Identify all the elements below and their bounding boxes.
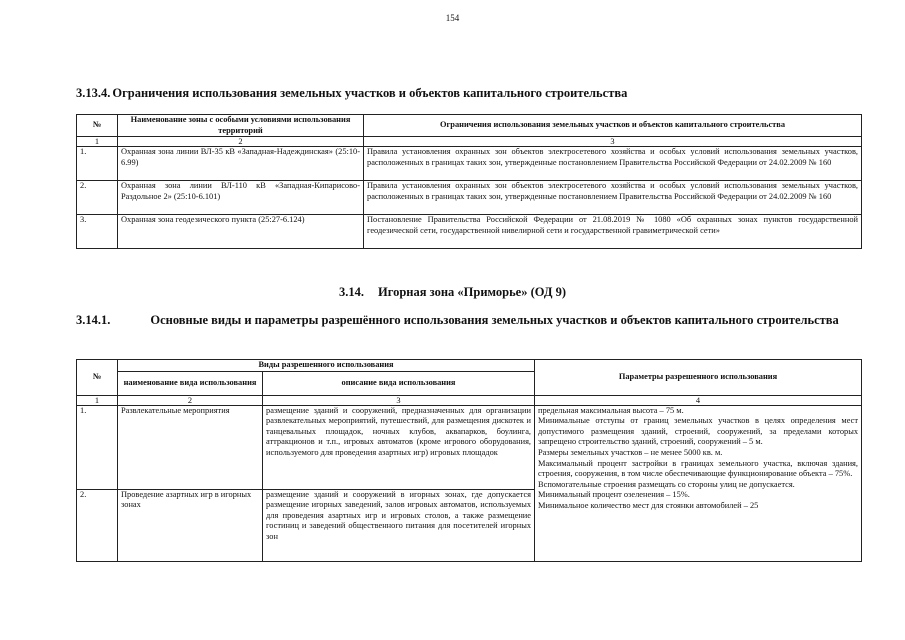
- section-number: 3.13.4.: [76, 86, 111, 100]
- section-number: 3.14.: [338, 285, 364, 299]
- row-number: 3.: [77, 215, 118, 249]
- permitted-use-table: [76, 359, 862, 562]
- param-line: Вспомогательные строения размещать со стороны улиц не допускается.: [538, 479, 795, 489]
- params-cell: [535, 405, 862, 561]
- table-row: [77, 147, 862, 181]
- use-name: Развлекательные мероприятия: [118, 405, 263, 489]
- header-restrictions: Ограничения использования земельных участков и объектов капитального строительства: [364, 115, 862, 137]
- row-number: 1.: [77, 147, 118, 181]
- restriction-text: Постановление Правительства Российской Федерации от 21.08.2019 № 1080 «Об охранных зонах пунктов государственной геодезической сети, государственной нивелирной сети и государственной гравиметрической сети»: [364, 215, 862, 249]
- header-params: Параметры разрешенного использования: [535, 360, 862, 396]
- param-line: Размеры земельных участков – не менее 5000 кв. м.: [538, 447, 723, 457]
- section-title: Ограничения использования земельных участков и объектов капитального строительства: [112, 86, 628, 100]
- section-number: 3.14.1.: [76, 313, 111, 327]
- page-number: 154: [445, 13, 460, 23]
- header-permitted-uses: Виды разрешенного использования: [118, 360, 535, 372]
- index-cell: 4: [535, 395, 862, 405]
- param-line: предельная максимальная высота – 75 м.: [538, 405, 684, 415]
- index-cell: 2: [118, 137, 364, 147]
- header-num: №: [77, 115, 118, 137]
- index-cell: 2: [118, 395, 263, 405]
- table-row: [77, 181, 862, 215]
- table-row: [77, 405, 862, 489]
- section-heading-3-13-4: [76, 86, 627, 101]
- header-use-name: наименование вида использования: [118, 371, 263, 395]
- section-heading-3-14-1: [76, 313, 859, 327]
- param-line: Минимальные отступы от границ земельных участков в целях определения мест допустимого размещения зданий, строений, сооружений, за пределами которых запрещено строительство зданий, строений, сооружений – 5 м.: [538, 416, 859, 447]
- index-cell: 1: [77, 137, 118, 147]
- header-num: №: [77, 360, 118, 396]
- zone-name: Охранная зона линии ВЛ-110 кВ «Западная-Кипарисово-Раздольное 2» (25:10-6.101): [118, 181, 364, 215]
- row-number: 1.: [77, 405, 118, 489]
- index-cell: 3: [263, 395, 535, 405]
- param-line: Минимальный процент озеленения – 15%.: [538, 490, 690, 500]
- header-use-desc: описание вида использования: [263, 371, 535, 395]
- row-number: 2.: [77, 181, 118, 215]
- header-zone-name: Наименование зоны с особыми условиями использования территорий: [118, 115, 364, 137]
- section-title: Основные виды и параметры разрешённого использования земельных участков и объектов капитального строительства: [150, 313, 839, 327]
- index-cell: 1: [77, 395, 118, 405]
- use-name: Проведение азартных игр в игорных зонах: [118, 489, 263, 561]
- restrictions-table: [76, 114, 862, 249]
- param-line: Максимальный процент застройки в границах земельного участка, включая здания, строения, сооружения, в том числе обеспечивающие функционирование объекта – 75%.: [538, 458, 859, 479]
- param-line: Минимальное количество мест для стоянки автомобилей – 25: [538, 500, 759, 510]
- use-description: размещение зданий и сооружений, предназначенных для организации развлекательных мероприятий, путешествий, для размещения дискотек и танцевальных площадок, ночных клубов, аквапарков, боулинга, аттракционов и т.п., игровых автоматов (кроме игрового оборудования, используемого для проведения азартных игр) игровых площадок: [263, 405, 535, 489]
- table-row: [77, 215, 862, 249]
- section-title: Игорная зона «Приморье» (ОД 9): [377, 285, 567, 299]
- restriction-text: Правила установления охранных зон объектов электросетевого хозяйства и особых условий использования земельных участков, расположенных в границах таких зон, утвержденные постановлением Правительства Российской Федерации от 24.02.2009 № 160: [364, 181, 862, 215]
- zone-name: Охранная зона линии ВЛ-35 кВ «Западная-Надеждинская» (25:10-6.99): [118, 147, 364, 181]
- restriction-text: Правила установления охранных зон объектов электросетевого хозяйства и особых условий использования земельных участков, расположенных в границах таких зон, утвержденные постановлением Правительства Российской Федерации от 24.02.2009 № 160: [364, 147, 862, 181]
- row-number: 2.: [77, 489, 118, 561]
- section-heading-3-14: [0, 285, 905, 300]
- index-cell: 3: [364, 137, 862, 147]
- use-description: размещение зданий и сооружений в игорных зонах, где допускается размещение игорных заведений, залов игровых автоматов, используемых для проведения азартных игр и игровых столов, а также размещение гостиниц и заведений общественного питания для посетителей игорных зон: [263, 489, 535, 561]
- zone-name: Охранная зона геодезического пункта (25:27-6.124): [118, 215, 364, 249]
